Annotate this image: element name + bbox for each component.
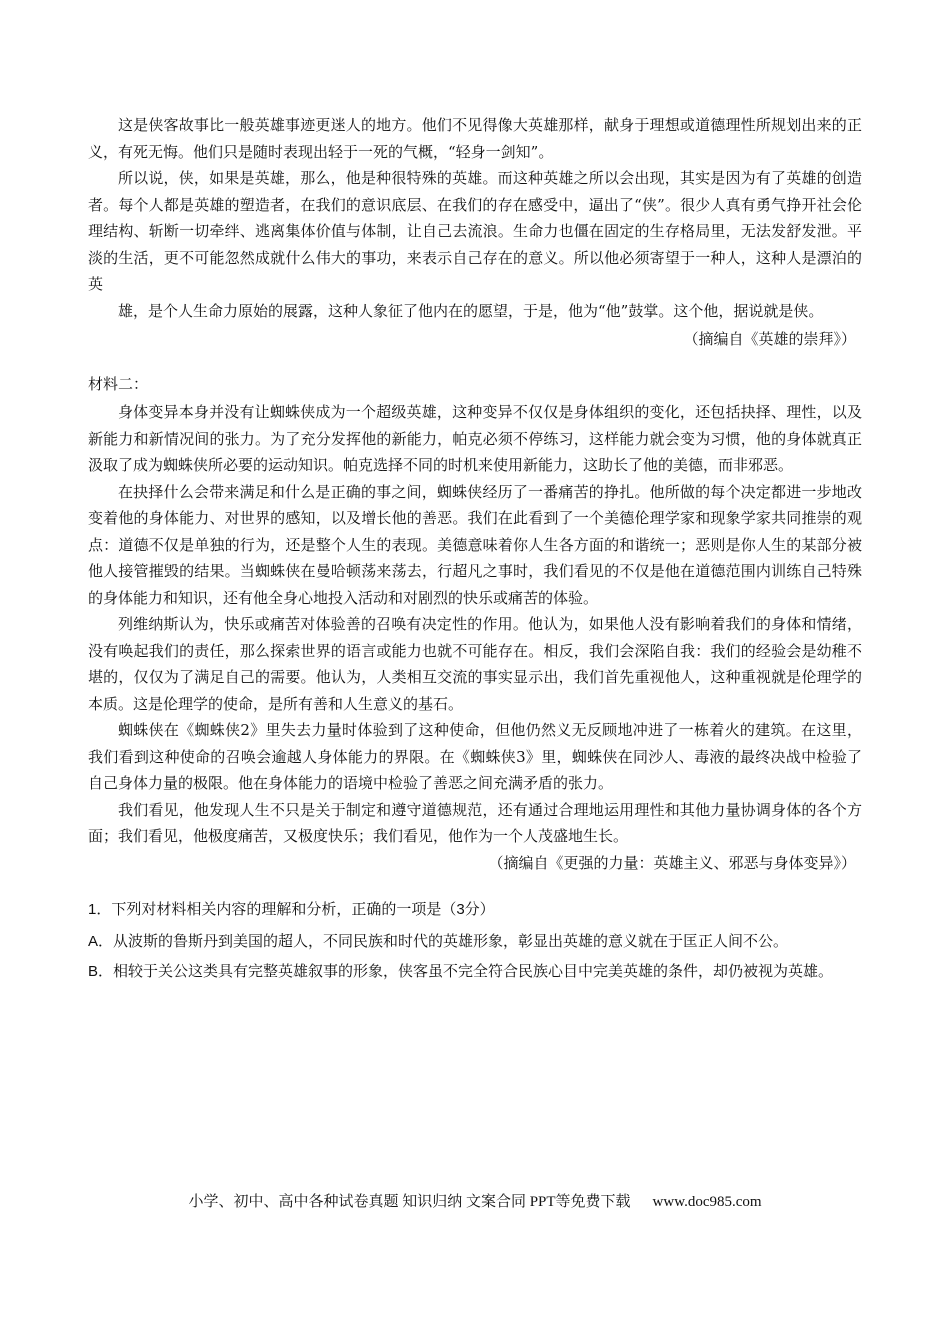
option-b: B．相较于关公这类具有完整英雄叙事的形象，侠客虽不完全符合民族心目中完美英雄的条件，却仍被视为英雄。: [88, 963, 834, 980]
material2-label: 材料二：: [88, 374, 149, 393]
document-body: [88, 112, 862, 987]
material1-paragraph-2: 所以说，侠，如果是英雄，那么，他是种很特殊的英雄。而这种英雄之所以会出现，其实是因为有了英雄的创造者。每个人都是英雄的塑造者，在我们的意识底层、在我们的存在感受中，逼出了“侠”。很少人真有勇气挣开社会伦理结构、斩断一切牵绊、逃离集体价值与体制，让自己去流浪。生命力也僵在固定的生存格局里，无法发舒发泄。平淡的生活，更不可能忽然成就什么伟大的事功，来表示自己存在的意义。所以他必须寄望于一种人，这种人是漂泊的英: [88, 169, 862, 293]
material1-source: （摘编自《英雄的崇拜》）: [683, 330, 856, 348]
material2-source: （摘编自《更强的力量：英雄主义、邪恶与身体变异》）: [488, 853, 856, 872]
question-stem: 1．下列对材料相关内容的理解和分析，正确的一项是（3分）: [88, 901, 495, 918]
material1-paragraph-1: 这是侠客故事比一般英雄事迹更迷人的地方。他们不见得像大英雄那样，献身于理想或道德理性所规划出来的正义，有死无悔。他们只是随时表现出轻于一死的气概，“轻身一剑知”。: [88, 116, 862, 161]
material1-paragraph-3: 雄，是个人生命力原始的展露，这种人象征了他内在的愿望，于是，他为“他”鼓掌。这个他，据说就是侠。: [118, 301, 824, 320]
footer-text: 小学、初中、高中各种试卷真题 知识归纳 文案合同 PPT等免费下载: [188, 1194, 631, 1210]
option-a: A．从波斯的鲁斯丹到美国的超人，不同民族和时代的英雄形象，彰显出英雄的意义就在于匡正人间不公。: [88, 933, 789, 950]
material2-paragraph-1: 身体变异本身并没有让蜘蛛侠成为一个超级英雄，这种变异不仅仅是身体组织的变化，还包括抉择、理性，以及新能力和新情况间的张力。为了充分发挥他的新能力，帕克必须不停练习，这样能力就会变为习惯，他的身体就真正汲取了成为蜘蛛侠所必要的运动知识。帕克选择不同的时机来使用新能力，这助长了他的美德，而非邪恶。: [88, 403, 862, 474]
material2-paragraph-5: 我们看见，他发现人生不只是关于制定和遵守道德规范，还有通过合理地运用理性和其他力量协调身体的各个方面；我们看见，他极度痛苦，又极度快乐；我们看见，他作为一个人茂盛地生长。: [88, 800, 862, 845]
material2-paragraph-3: 列维纳斯认为，快乐或痛苦对体验善的召唤有决定性的作用。他认为，如果他人没有影响着我们的身体和情绪，没有唤起我们的责任，那么探索世界的语言或能力也就不可能存在。相反，我们会深陷自我：我们的经验会是幼稚不堪的，仅仅为了满足自己的需要。他认为，人类相互交流的事实显示出，我们首先重视他人，这种重视就是伦理学的本质。这是伦理学的使命，是所有善和人生意义的基石。: [88, 615, 862, 713]
footer-url[interactable]: www.doc985.com: [652, 1194, 762, 1210]
material2-paragraph-2: 在抉择什么会带来满足和什么是正确的事之间，蜘蛛侠经历了一番痛苦的挣扎。他所做的每个决定都进一步地改变着他的身体能力、对世界的感知，以及增长他的善恶。我们在此看到了一个美德伦理学家和现象学家共同推崇的观点：道德不仅是单独的行为，还是整个人生的表现。美德意味着你人生各方面的和谐统一；恶则是你人生的某部分被他人接管摧毁的结果。当蜘蛛侠在曼哈顿荡来荡去，行超凡之事时，我们看见的不仅是他在道德范围内训练自己特殊的身体能力和知识，还有他全身心地投入活动和对剧烈的快乐或痛苦的体验。: [88, 482, 862, 607]
page-footer: [0, 1190, 950, 1211]
material2-paragraph-4: 蜘蛛侠在《蜘蛛侠2》里失去力量时体验到了这种使命，但他仍然义无反顾地冲进了一栋着火的建筑。在这里，我们看到这种使命的召唤会逾越人身体能力的界限。在《蜘蛛侠3》里，蜘蛛侠在同沙人、毒液的最终决战中检验了自己身体力量的极限。他在身体能力的语境中检验了善恶之间充满矛盾的张力。: [88, 721, 862, 792]
